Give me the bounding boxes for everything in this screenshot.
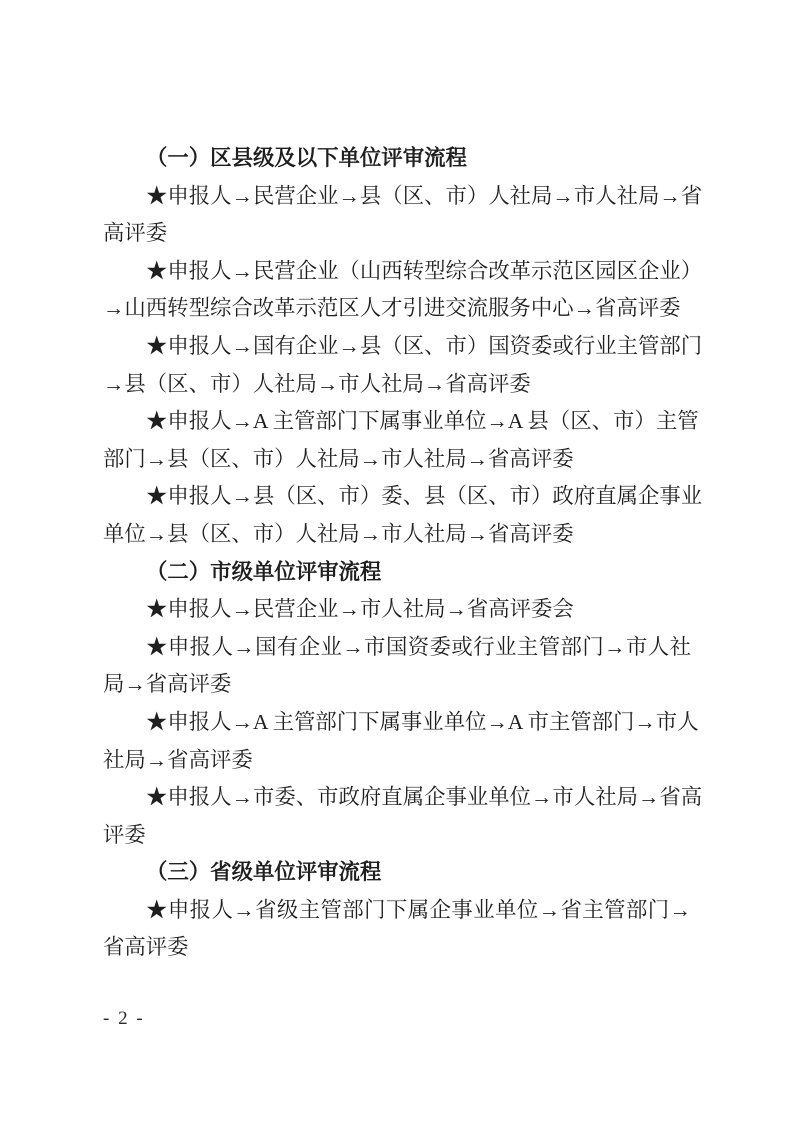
section-heading-1 <box>103 140 691 178</box>
text-line: ★申报人→民营企业（山西转型综合改革示范区园区企业） <box>146 258 703 283</box>
flow-paragraph <box>103 253 703 328</box>
flow-paragraph <box>103 779 703 854</box>
text-line: →山西转型综合改革示范区人才引进交流服务中心→省高评委 <box>103 296 681 321</box>
section-heading-line: （三）省级单位评审流程 <box>146 860 382 885</box>
text-line: ★申报人→市委、市政府直属企事业单位→市人社局→省高 <box>146 785 703 810</box>
section-heading-3 <box>103 854 691 892</box>
text-line: ★申报人→省级主管部门下属企事业单位→省主管部门→ <box>146 897 691 922</box>
flow-paragraph <box>103 892 691 967</box>
page-number: - 2 - <box>103 1008 145 1029</box>
flow-paragraph <box>103 704 699 779</box>
text-line: ★申报人→国有企业→县（区、市）国资委或行业主管部门 <box>146 333 703 358</box>
text-line: 高评委 <box>103 221 168 246</box>
text-line: ★申报人→民营企业→市人社局→省高评委会 <box>146 597 574 622</box>
text-line: ★申报人→国有企业→市国资委或行业主管部门→市人社 <box>146 634 691 659</box>
text-line: →县（区、市）人社局→市人社局→省高评委 <box>103 371 531 396</box>
text-line: ★申报人→县（区、市）委、县（区、市）政府直属企事业 <box>146 484 703 509</box>
text-line: 社局→省高评委 <box>103 747 253 772</box>
flow-paragraph <box>103 629 691 704</box>
text-line: 部门→县（区、市）人社局→市人社局→省高评委 <box>103 446 574 471</box>
section-heading-line: （二）市级单位评审流程 <box>146 559 382 584</box>
section-heading-line: （一）区县级及以下单位评审流程 <box>146 146 467 170</box>
flow-paragraph <box>103 591 691 629</box>
flow-paragraph <box>103 403 699 478</box>
text-line: ★申报人→民营企业→县（区、市）人社局→市人社局→省 <box>146 183 703 208</box>
text-line: 评委 <box>103 822 146 847</box>
text-line: 单位→县（区、市）人社局→市人社局→省高评委 <box>103 521 574 546</box>
section-heading-2 <box>103 554 691 592</box>
flow-paragraph <box>103 178 703 253</box>
text-line: 局→省高评委 <box>103 672 232 697</box>
text-line: 省高评委 <box>103 935 189 960</box>
page-footer <box>103 1006 145 1032</box>
text-line: ★申报人→A 主管部门下属事业单位→A 市主管部门→市人 <box>146 709 699 734</box>
text-line: ★申报人→A 主管部门下属事业单位→A 县（区、市）主管 <box>146 409 699 434</box>
flow-paragraph <box>103 328 703 403</box>
document-body <box>103 140 703 967</box>
flow-paragraph <box>103 478 703 553</box>
